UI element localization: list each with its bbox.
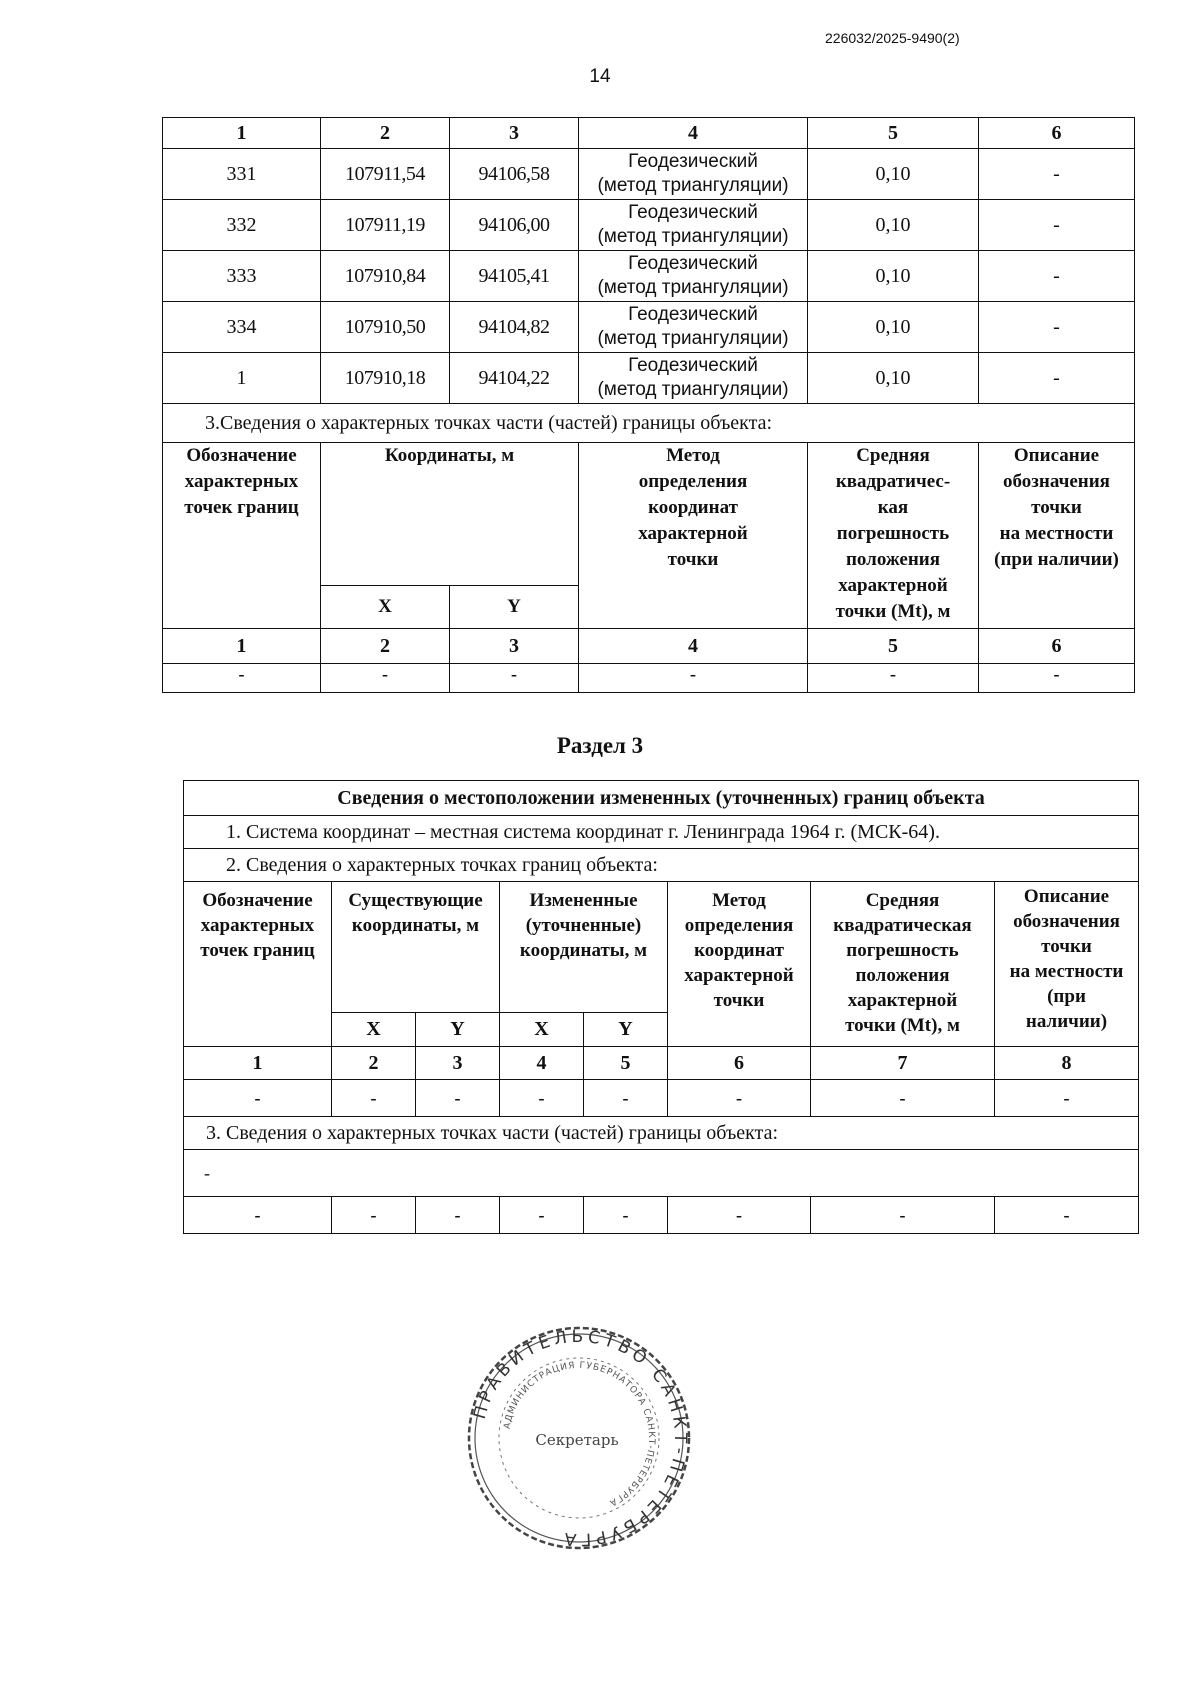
header-line: Обозначение: [202, 890, 313, 911]
dash-cell: -: [584, 1197, 668, 1234]
coord-x: 107910,50: [321, 302, 450, 353]
description: -: [979, 200, 1135, 251]
header-line: квадратическая: [833, 915, 972, 936]
table-title: Сведения о местоположении измененных (уточненных) границ объекта: [184, 781, 1139, 816]
dash-cell: -: [811, 1197, 995, 1234]
dash-cell: -: [184, 1080, 332, 1117]
page-number: 14: [589, 66, 611, 87]
col-number: 2: [321, 629, 450, 664]
col-number: 1: [163, 118, 321, 149]
mt-value: 0,10: [808, 353, 979, 404]
header-line: точки: [1041, 936, 1092, 957]
header-line: точек границ: [184, 497, 299, 518]
header-line: определения: [638, 471, 748, 492]
col-number: 7: [811, 1047, 995, 1080]
point-id: 331: [163, 149, 321, 200]
header-y: Y: [584, 1012, 668, 1046]
header-line: Средняя: [865, 890, 940, 911]
table-row: [163, 200, 1135, 251]
header-line: погрешность: [836, 523, 950, 544]
method-line: (метод триангуляции): [597, 226, 789, 247]
col-number: 2: [321, 118, 450, 149]
dash-cell: -: [500, 1080, 584, 1117]
table-row: [163, 149, 1135, 200]
header-point: [163, 443, 321, 629]
info-row: [184, 816, 1139, 849]
header-line: координат: [648, 497, 738, 518]
header-line: характерной: [838, 575, 948, 596]
header-line: определения: [684, 915, 794, 936]
header-line: (при наличии): [994, 549, 1119, 570]
col-number: 8: [995, 1047, 1139, 1080]
method-line: (метод триангуляции): [597, 175, 789, 196]
section-title: Раздел 3: [556, 733, 644, 758]
table-title-row: [184, 781, 1139, 816]
changed-boundaries-table: [183, 780, 1139, 1234]
method-line: Геодезический: [628, 355, 758, 376]
header-line: точки (Mt), м: [835, 601, 951, 622]
header-line: координат: [694, 940, 784, 961]
dash-cell: -: [995, 1197, 1139, 1234]
header-line: координаты, м: [519, 940, 648, 961]
mt-value: 0,10: [808, 200, 979, 251]
header-line: Метод: [666, 445, 720, 466]
coordinate-system-line: 1. Система координат – местная система координат г. Ленинграда 1964 г. (МСК-64).: [184, 816, 1139, 849]
number-row: [184, 1047, 1139, 1080]
header-line: (уточненные): [525, 915, 642, 936]
header-y: Y: [416, 1012, 500, 1046]
header-x: X: [500, 1012, 584, 1046]
col-number: 3: [450, 629, 579, 664]
col-number: 1: [184, 1047, 332, 1080]
header-line: характерных: [200, 915, 315, 936]
col-number: 6: [979, 629, 1135, 664]
header-existing: [332, 882, 500, 1013]
col-number: 4: [579, 629, 808, 664]
seal-center-text: Секретарь: [535, 1431, 619, 1449]
section-row: [163, 404, 1135, 443]
col-number: 4: [579, 118, 808, 149]
coord-y: 94106,00: [450, 200, 579, 251]
seal-outer-text: ПРАВИТЕЛЬСТВО САНКТ-ПЕТЕРБУРГА: [469, 1326, 691, 1550]
method-line: (метод триангуляции): [597, 277, 789, 298]
header-line: положения: [845, 549, 941, 570]
coord-y: 94106,58: [450, 149, 579, 200]
dash-cell: -: [450, 664, 579, 693]
header-row: [184, 882, 1139, 1013]
column-number-header-row: [163, 118, 1135, 149]
coord-x: 107911,19: [321, 200, 450, 251]
method-cell: [579, 302, 808, 353]
table-row: [163, 353, 1135, 404]
dash-cell: -: [811, 1080, 995, 1117]
col-number: 5: [584, 1047, 668, 1080]
method-line: Геодезический: [628, 202, 758, 223]
coord-y: 94104,82: [450, 302, 579, 353]
header-y: Y: [450, 585, 579, 628]
dash-cell: -: [416, 1197, 500, 1234]
header-changed: [500, 882, 668, 1013]
blank-row: [184, 1150, 1139, 1197]
coord-x: 107911,54: [321, 149, 450, 200]
dash-cell: -: [995, 1080, 1139, 1117]
dash-cell: -: [321, 664, 450, 693]
mt-value: 0,10: [808, 149, 979, 200]
header-line: (при: [1047, 986, 1086, 1007]
header-line: Измененные: [529, 890, 638, 911]
header-line: Существующие: [348, 890, 483, 911]
coord-y: 94105,41: [450, 251, 579, 302]
col-number: 5: [808, 629, 979, 664]
col-number: 6: [979, 118, 1135, 149]
document-number: 226032/2025-9490(2): [825, 30, 960, 46]
header-line: характерной: [638, 523, 748, 544]
info-row: [184, 849, 1139, 882]
description: -: [979, 353, 1135, 404]
mt-value: 0,10: [808, 251, 979, 302]
dash-cell: -: [579, 664, 808, 693]
method-line: Геодезический: [628, 253, 758, 274]
dash-cell: -: [979, 664, 1135, 693]
col-number: 5: [808, 118, 979, 149]
method-cell: [579, 251, 808, 302]
point-id: 332: [163, 200, 321, 251]
col-number: 2: [332, 1047, 416, 1080]
dash-cell: -: [808, 664, 979, 693]
dash-cell: -: [668, 1197, 811, 1234]
col-number: 3: [416, 1047, 500, 1080]
header-line: точки: [667, 549, 719, 570]
empty-row: [184, 1197, 1139, 1234]
coord-x: 107910,84: [321, 251, 450, 302]
empty-row: [184, 1080, 1139, 1117]
point-id: 334: [163, 302, 321, 353]
header-line: характерной: [847, 990, 958, 1011]
dash-cell: -: [500, 1197, 584, 1234]
header-method: [668, 882, 811, 1047]
dash-cell: -: [584, 1080, 668, 1117]
header-line: точки: [713, 990, 765, 1011]
method-line: Геодезический: [628, 304, 758, 325]
header-line: точек границ: [200, 940, 315, 961]
point-id: 1: [163, 353, 321, 404]
header-line: Описание: [1013, 445, 1100, 466]
empty-row: [163, 664, 1135, 693]
header-x: X: [332, 1012, 416, 1046]
header-coords: Координаты, м: [321, 443, 579, 586]
seal-inner-text: АДМИНИСТРАЦИЯ ГУБЕРНАТОРА САНКТ-ПЕТЕРБУРГА: [502, 1360, 657, 1508]
header-line: положения: [855, 965, 950, 986]
description: -: [979, 302, 1135, 353]
table-row: [163, 251, 1135, 302]
header-line: на местности: [1009, 961, 1124, 982]
method-cell: [579, 149, 808, 200]
col-number: 4: [500, 1047, 584, 1080]
header-line: точки: [1031, 497, 1082, 518]
method-line: (метод триангуляции): [597, 379, 789, 400]
header-line: характерных: [184, 471, 299, 492]
header-line: Метод: [712, 890, 766, 911]
header-line: обозначения: [1013, 911, 1120, 932]
header-line: Средняя: [856, 445, 930, 466]
dash-cell: -: [163, 664, 321, 693]
info-row: [184, 1117, 1139, 1150]
coord-y: 94104,22: [450, 353, 579, 404]
method-cell: [579, 353, 808, 404]
method-line: (метод триангуляции): [597, 328, 789, 349]
dash-cell: -: [668, 1080, 811, 1117]
header-line: наличии): [1025, 1011, 1108, 1032]
coord-x: 107910,18: [321, 353, 450, 404]
point-id: 333: [163, 251, 321, 302]
header-row: [163, 443, 1135, 586]
col-number: 1: [163, 629, 321, 664]
part-points-line: 3. Сведения о характерных точках части (частей) границы объекта:: [184, 1117, 1139, 1150]
header-line: характерной: [684, 965, 794, 986]
dash-cell: -: [332, 1080, 416, 1117]
header-line: квадратичес-: [835, 471, 951, 492]
description: -: [979, 251, 1135, 302]
header-line: координаты, м: [351, 915, 480, 936]
section-3-title: 3.Сведения о характерных точках части (частей) границы объекта:: [163, 404, 1135, 443]
dash-cell: -: [184, 1150, 1139, 1197]
header-desc: [995, 882, 1139, 1047]
table-row: [163, 302, 1135, 353]
col-number: 3: [450, 118, 579, 149]
dash-cell: -: [184, 1197, 332, 1234]
header-line: на местности: [999, 523, 1114, 544]
points-info-line: 2. Сведения о характерных точках границ объекта:: [184, 849, 1139, 882]
dash-cell: -: [416, 1080, 500, 1117]
header-line: точки (Mt), м: [845, 1015, 960, 1036]
col-number: 6: [668, 1047, 811, 1080]
header-line: погрешность: [846, 940, 959, 961]
official-seal: [464, 1323, 694, 1553]
method-line: Геодезический: [628, 151, 758, 172]
header-mt: [808, 443, 979, 629]
dash-cell: -: [332, 1197, 416, 1234]
header-line: Описание: [1023, 886, 1110, 907]
header-line: обозначения: [1003, 471, 1110, 492]
header-x: X: [321, 585, 450, 628]
header-method: [579, 443, 808, 629]
number-row: [163, 629, 1135, 664]
header-point: [184, 882, 332, 1047]
header-line: Обозначение: [186, 445, 297, 466]
header-mt: [811, 882, 995, 1047]
description: -: [979, 149, 1135, 200]
header-desc: [979, 443, 1135, 629]
mt-value: 0,10: [808, 302, 979, 353]
header-line: кая: [877, 497, 909, 518]
coordinates-table-continued: [162, 117, 1135, 693]
method-cell: [579, 200, 808, 251]
